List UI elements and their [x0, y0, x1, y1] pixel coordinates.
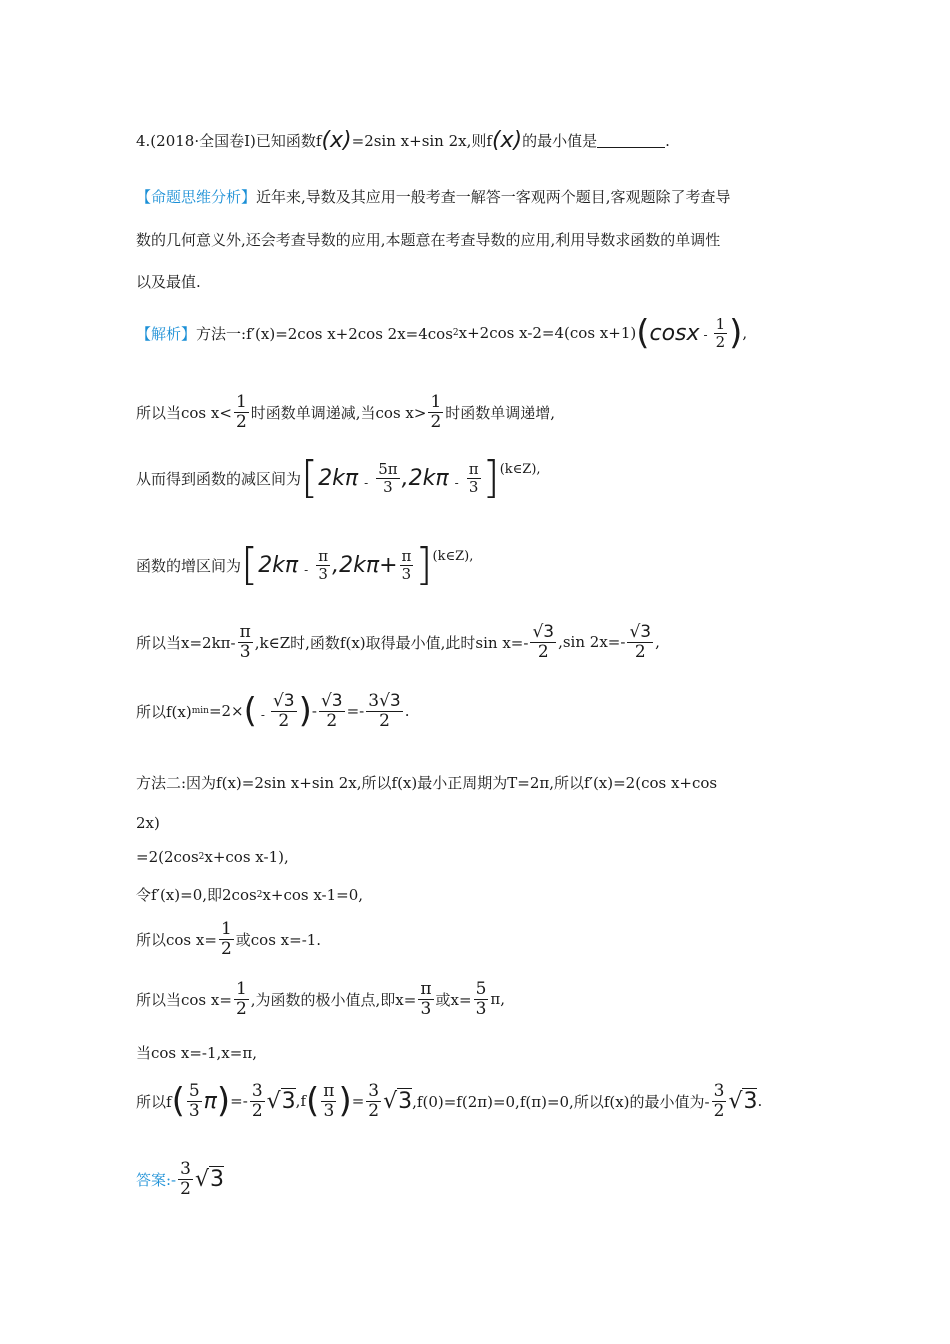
fraction-3rt3-2: $\frac{3√3}{2}$ — [368, 691, 401, 731]
solution-line-5: 所以当x=2kπ- $\frac{\pi}{3}$ ,k∈Z时,函数f(x)取得最小值,此时sin x=- $\frac{√3}{2}$ ,sin 2x=- $\frac{√3}{2}$ , — [136, 622, 660, 662]
fraction-3-2: $\frac{3}{2}$ — [713, 1081, 725, 1121]
fraction-pi-3: $\frac{\pi}{3}$ — [239, 622, 251, 662]
method2-line-1: 方法二:因为f(x)=2sin x+sin 2x,所以f(x)最小正周期为T=2π,所以f′(x)=2(cos x+cos — [136, 774, 718, 792]
fraction-pi-3: $\frac{\pi}{3}$ — [401, 547, 412, 583]
solution-tag: 【解析】 — [136, 324, 197, 343]
fraction-5-3: $\frac{5}{3}$ — [188, 1081, 200, 1121]
fraction-one-half: $\frac{1}{2}$ — [235, 979, 247, 1019]
method2-line-5: 所以cos x= $\frac{1}{2}$ 或cos x=-1. — [136, 919, 322, 959]
solution-line-4: 函数的增区间为 [ 2kπ - $\frac{\pi}{3}$ ,2kπ+ $\frac{\pi}{3}$ ] (k∈Z), — [136, 539, 474, 590]
fraction-rt3-2: $\frac{√3}{2}$ — [629, 622, 652, 662]
fraction-rt3-2: $\frac{√3}{2}$ — [532, 622, 555, 662]
fraction-one-half: $\frac{1}{2}$ — [715, 315, 726, 351]
answer-label: 答案:- — [136, 1170, 177, 1189]
method2-line-3: =2(2cos 2 x+cos x-1), — [136, 848, 289, 866]
fx-expression: (x) — [321, 128, 352, 153]
answer-line: 答案:- $\frac{3}{2}$ √3 — [136, 1159, 224, 1199]
solution-line-6: 所以f(x) min =2× ( - $\frac{√3}{2}$ ) - $\frac{√3}{2}$ =- $\frac{3√3}{2}$ . — [136, 691, 410, 732]
solution-line-2: 所以当cos x< $\frac{1}{2}$ 时函数单调递减,当cos x> $\frac{1}{2}$ 时函数单调递增, — [136, 392, 556, 432]
method2-line-7: 当cos x=-1,x=π, — [136, 1044, 257, 1062]
fraction-one-half: $\frac{1}{2}$ — [430, 392, 442, 432]
fraction-3-2: $\frac{3}{2}$ — [251, 1081, 263, 1121]
analysis-tag: 【命题思维分析】 — [136, 188, 257, 206]
method2-line-2: 2x) — [136, 814, 160, 832]
method2-line-8: 所以f ( $\frac{5}{3}$ π ) =- $\frac{3}{2}$ √3 ,f ( $\frac{\pi}{3}$ ) = $\frac{3}{2}$ √3 ,f(0)=f(2π)=0,f(π)=0,所以f(x)的最小值为- $\frac{3}{2}$ √3 . — [136, 1081, 763, 1122]
fraction-pi-3: $\frac{\pi}{3}$ — [323, 1081, 335, 1121]
fraction-pi-3: $\frac{\pi}{3}$ — [318, 547, 329, 583]
fraction-3-2: $\frac{3}{2}$ — [180, 1159, 191, 1199]
fraction-rt3-2: $\frac{√3}{2}$ — [272, 691, 295, 731]
analysis-line-3: 以及最值. — [136, 273, 201, 291]
fx-expression: (x) — [491, 128, 523, 153]
method2-line-4: 令f′(x)=0,即2cos 2 x+cos x-1=0, — [136, 885, 364, 904]
fraction-rt3-2: $\frac{√3}{2}$ — [320, 691, 343, 731]
fraction-pi-3: $\frac{\pi}{3}$ — [468, 460, 479, 496]
answer-blank — [597, 133, 665, 148]
analysis-line-1: 【命题思维分析】 近年来,导数及其应用一般考查一解答一客观两个题目,客观题除了考查导 — [136, 188, 731, 206]
analysis-line-2: 数的几何意义外,还会考查导数的应用,本题意在考查导数的应用,利用导数求函数的单调性 — [136, 231, 721, 249]
fraction-5-3: $\frac{5}{3}$ — [475, 979, 487, 1019]
fraction-5pi-3: $\frac{5\pi}{3}$ — [378, 460, 398, 496]
question-line: 4.(2018·全国卷Ⅰ)已知函数f (x) =2sin x+sin 2x,则f (x) 的最小值是 . — [136, 128, 670, 153]
fraction-3-2: $\frac{3}{2}$ — [368, 1081, 380, 1121]
fraction-one-half: $\frac{1}{2}$ — [235, 392, 247, 432]
fraction-one-half: $\frac{1}{2}$ — [220, 919, 232, 959]
solution-line-1: 【解析】 方法一:f′(x)=2cos x+2cos 2x=4cos 2 x+2cos x-2=4(cos x+1) ( cosx - $\frac{1}{2}$ ) , — [136, 313, 748, 353]
solution-line-3: 从而得到函数的减区间为 [ 2kπ - $\frac{5\pi}{3}$ ,2kπ - $\frac{\pi}{3}$ ] (k∈Z), — [136, 452, 541, 503]
method2-line-6: 所以当cos x= $\frac{1}{2}$ ,为函数的极小值点,即x= $\frac{\pi}{3}$ 或x= $\frac{5}{3}$ π, — [136, 979, 506, 1019]
fraction-pi-3: $\frac{\pi}{3}$ — [420, 979, 432, 1019]
